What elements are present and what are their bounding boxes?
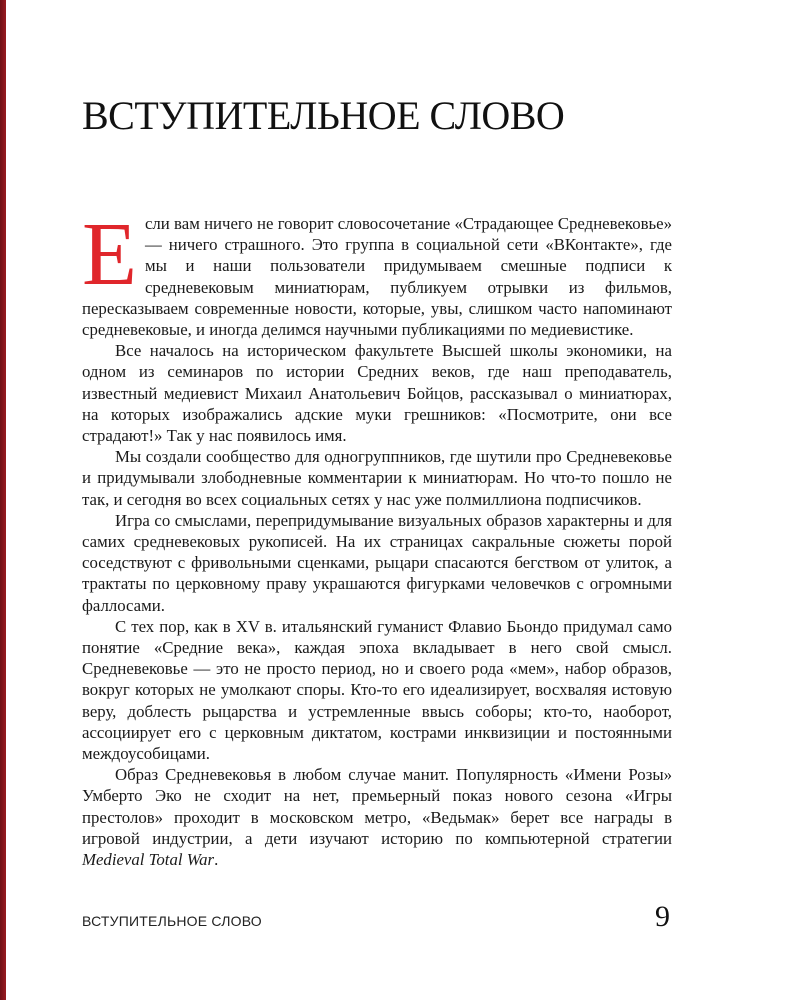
body-text [82,205,672,870]
paragraph-5: С тех пор, как в XV в. итальянский гуманист Флавио Бьондо придумал само понятие «Средние века», каждая эпоха вкладывает в него свой смысл. Средневековье — это не просто период, но и своего рода «мем», набор образов, вокруг которых не умолкают споры. Кто-то его идеализирует, восхваляя истовую веру, доблесть рыцарства и устремленные ввысь соборы; кто-то, наоборот, ассоциирует его с церковным диктатом, кострами инквизиции и постоянными междоусобицами. [82,616,672,764]
paragraph-3: Мы создали сообщество для одногруппников, где шутили про Средневековье и придумывали злободневные комментарии к миниатюрам. Но что-то пошло не так, и сегодня во всех социальных сетях у нас уже полмиллиона подписчиков. [82,447,672,509]
page-number: 9 [655,900,670,933]
paragraph-6 [82,764,672,870]
paragraph-6-text: Образ Средневековья в любом случае манит. Популярность «Имени Розы» Умберто Эко не сходит на нет, премьерный показ нового сезона «Игры престолов» проходит в московском метро, «Ведьмак» берет все награды в игровой индустрии, а дети изучают историю по компьютерной стратегии [82,765,672,848]
game-title: Medieval Total War [82,850,215,870]
book-spine-edge [0,0,6,1000]
paragraph-4: Игра со смыслами, перепридумывание визуальных образов характерны и для самих средневековых рукописей. На их страницах сакральные сюжеты порой соседствуют с фривольными сценками, рыцари спасаются бегством от улиток, а трактаты по церковному праву украшаются фигурками человечков с огромными фаллосами. [82,510,672,615]
paragraph-1 [82,205,672,340]
paragraph-6-end: . [214,850,219,870]
chapter-title: ВСТУПИТЕЛЬНОЕ СЛОВО [82,93,565,138]
running-footer: ВСТУПИТЕЛЬНОЕ СЛОВО [82,913,262,929]
paragraph-1-text: сли вам ничего не говорит словосочетание «Страдающее Средневековье» — ничего страшного. Это группа в социальной сети «ВКонтакте», где мы и наши пользователи придумываем смешные подписи к средневековым миниатюрам, публикуем отрывки из фильмов, пересказываем современные новости, которые, увы, слишком часто напоминают средневековые, и иногда делимся научными публикациями по медиевистике. [82,214,672,340]
drop-cap: Е [82,205,137,304]
paragraph-2: Все началось на историческом факультете Высшей школы экономики, на одном из семинаров по истории Средних веков, где наш преподаватель, известный медиевист Михаил Анатольевич Бойцов, рассказывал о миниатюрах, на которых изображались адские муки грешников: «Посмотрите, они все страдают!» Так у нас появилось имя. [82,341,672,446]
